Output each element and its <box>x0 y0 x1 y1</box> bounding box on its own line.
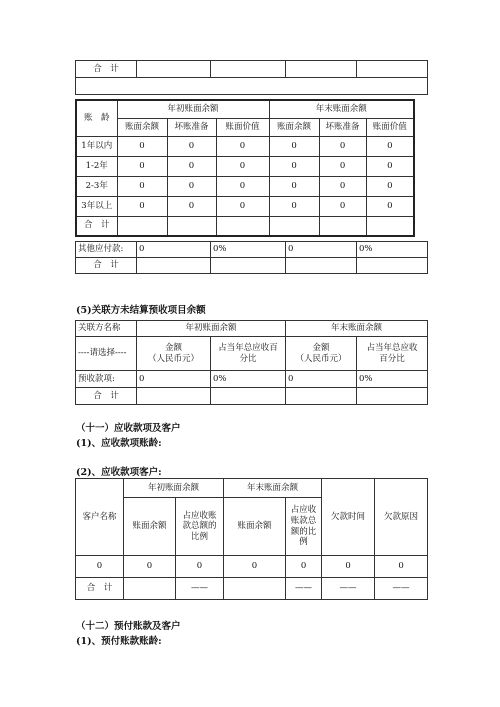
group-end: 年末账面余额 <box>286 321 428 337</box>
table-row: 1年以内 0 0 0 0 0 0 <box>76 136 414 156</box>
total-label: 合 计 <box>76 388 137 405</box>
group-begin: 年初账面余额 <box>137 321 286 337</box>
col-reason: 欠款原因 <box>375 479 428 556</box>
table-row: 2-3年 0 0 0 0 0 0 <box>76 176 414 196</box>
row-label: 2-3年 <box>76 176 117 196</box>
col-party: 关联方名称 <box>76 321 137 337</box>
col-header: 坏账准备 <box>167 118 216 136</box>
row-label: 预收款项: <box>76 371 137 388</box>
total-label: 合 计 <box>76 578 124 600</box>
top-total-table <box>75 60 428 95</box>
col-header: 账面余额 <box>269 118 319 136</box>
section11-sub2: (2)、应收款项客户: <box>76 467 162 478</box>
group-end: 年末账面余额 <box>269 100 414 118</box>
party-select[interactable]: ----请选择---- <box>76 337 137 371</box>
receivables-customer-table: 客户名称 年初账面余额 年末账面余额 欠款时间 欠款原因 账面余额 占应收账 款总额的 比例 账面余额 占应收 账款总 额的比 例 0 0 0 0 0 0 0 合 计 —— —— —— —— <box>75 478 428 600</box>
table-row: 0 0 0 0 0 0 0 <box>76 556 428 578</box>
row-label: 1-2年 <box>76 156 117 176</box>
section11-title: （十一）应收款项及客户 <box>76 423 181 434</box>
col-time: 欠款时间 <box>322 479 375 556</box>
total-label: 合 计 <box>76 216 117 236</box>
group-end: 年末账面余额 <box>224 479 322 498</box>
col-header: 账面余额 <box>117 118 167 136</box>
section12-title: （十二）预付账款及客户 <box>76 621 181 632</box>
other-payables-label: 其他应付款: <box>76 242 137 258</box>
related-party-table: 关联方名称 年初账面余额 年末账面余额 ----请选择---- 金额 （人民币元） 占当年总应收百 分比 金额 （人民币元） 占当年总应收 百分比 预收款项: 0 0% 0 0% 合 计 <box>75 320 428 405</box>
group-begin: 年初账面余额 <box>117 100 269 118</box>
table-row: 3年以上 0 0 0 0 0 0 <box>76 196 414 216</box>
table-row: 预收款项: 0 0% 0 0% <box>76 371 428 388</box>
col-header: 坏账准备 <box>319 118 366 136</box>
aging-table <box>75 99 415 237</box>
table-row: 1-2年 0 0 0 0 0 0 <box>76 156 414 176</box>
row-label: 3年以上 <box>76 196 117 216</box>
col-header: 账面价值 <box>366 118 414 136</box>
total-label: 合 计 <box>76 258 137 274</box>
col-header: 账面余额 <box>224 498 286 556</box>
section12-sub1: (1)、预付账款账龄: <box>76 636 162 647</box>
other-payables-table: 其他应付款: 0 0% 0 0% 合 计 <box>75 241 428 274</box>
col-header: 占应收账 款总额的 比例 <box>176 498 224 556</box>
col-header: 占应收 账款总 额的比 例 <box>286 498 322 556</box>
section11-sub1: (1)、应收款项账龄: <box>76 438 162 449</box>
group-begin: 年初账面余额 <box>124 479 224 498</box>
col-customer: 客户名称 <box>76 479 124 556</box>
row-label: 1年以内 <box>76 136 117 156</box>
col-header: 账面余额 <box>124 498 176 556</box>
total-label: 合 计 <box>76 61 137 78</box>
section5-title: (5)关联方未结算预收项目余额 <box>76 305 206 316</box>
col-aging: 账 龄 <box>76 100 117 136</box>
col-header: 账面价值 <box>216 118 269 136</box>
